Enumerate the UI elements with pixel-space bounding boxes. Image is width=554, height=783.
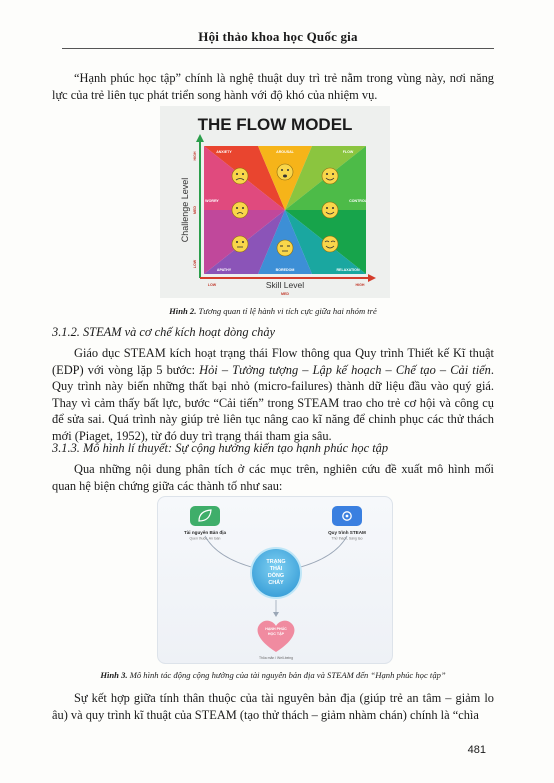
paragraph-model-intro: Qua những nội dung phân tích ở các mục trên, nghiên cứu đề xuất mô hình mối quan hệ biện chứng giữa các thành tố như sau: xyxy=(52,462,494,493)
x-tick-med: MED xyxy=(281,292,289,296)
learning-happiness-line-1: HẠNH PHÚC xyxy=(265,627,287,631)
zone-label-relaxation: RELAXATION xyxy=(336,268,360,272)
figure-resonance-model xyxy=(157,496,393,664)
figure-3-caption-label: Hình 3. xyxy=(100,670,128,680)
face-boredom-icon xyxy=(277,240,293,256)
node-flow-state xyxy=(251,548,301,598)
y-tick-high: HIGH xyxy=(193,151,197,161)
learning-happiness-line-2: HỌC TẬP xyxy=(267,632,285,636)
face-relaxation-icon xyxy=(322,236,338,252)
zone-label-control: CONTROL xyxy=(349,199,367,203)
y-tick-low: LOW xyxy=(193,259,197,269)
figure-2-caption-label: Hình 2. xyxy=(169,306,197,316)
figure-3-caption xyxy=(52,670,494,680)
flow-model-title: THE FLOW MODEL xyxy=(197,115,353,134)
learning-happiness-subtitle: Thỏa mãn / Well-being xyxy=(258,656,294,660)
zone-label-worry: WORRY xyxy=(205,199,219,203)
paragraph-steam-edp xyxy=(52,345,494,445)
zone-label-arousal: AROUSAL xyxy=(276,150,294,154)
x-axis-label: Skill Level xyxy=(265,280,305,290)
x-tick-high: HIGH xyxy=(355,283,365,287)
face-control-icon xyxy=(322,202,338,218)
header-rule xyxy=(62,48,494,49)
section-heading-3-1-2: 3.1.2. STEAM và cơ chế kích hoạt dòng chảy xyxy=(52,325,276,339)
paragraph-conclusion: Sự kết hợp giữa tính thân thuộc của tài nguyên bản địa (giúp trẻ an tâm – giảm lo âu) và quy trình kĩ thuật của STEAM (tạo thử thách – giảm nhàm chán) chính là “chìa xyxy=(52,691,494,722)
edp-text-start: Giáo dục STEAM kích hoạt trạng thái Flow thông qua Quy trình Thiết kế Kĩ thuật (EDP) với vòng lặp 5 bước: xyxy=(52,346,494,377)
y-axis-label: Challenge Level xyxy=(180,177,190,243)
face-arousal-icon xyxy=(277,164,293,180)
figure-flow-model xyxy=(160,106,390,298)
flow-model-diagram xyxy=(160,106,390,298)
steam-process-title: Quy trình STEAM xyxy=(328,530,366,535)
resonance-model-diagram xyxy=(157,496,393,664)
zone-label-flow: FLOW xyxy=(342,150,354,154)
edp-text-end: . Quy trình này biến những thất bại nhỏ (micro-failures) thành dữ liệu đầu vào quý giá. Thay vì cảm thấy bất lực, bước “Cải tiến” trong STEAM trao cho trẻ cơ hội và công cụ để sửa sai. Quá trình này giúp trẻ liên tục nâng cao kĩ năng để chinh phục các thử thách mới (Piaget, 1952), từ đó duy trì trạng thái tham gia sâu. xyxy=(52,362,494,443)
figure-3-caption-text: Mô hình tác động cộng hưởng của tài nguyên bản địa và STEAM đến “Hạnh phúc học tập” xyxy=(129,670,446,680)
section-heading-3-1-3: 3.1.3. Mô hình lí thuyết: Sự cộng hưởng kiến tạo hạnh phúc học tập xyxy=(52,441,389,455)
face-apathy-icon xyxy=(232,236,248,252)
y-tick-med: MED xyxy=(193,206,197,214)
local-resources-subtitle: Quen thuộc, An toàn xyxy=(189,536,221,541)
x-tick-low: LOW xyxy=(207,283,217,287)
edp-steps: Hỏi – Tưởng tượng – Lập kế hoạch – Chế tạo – Cải tiến xyxy=(199,362,491,377)
face-flow-icon xyxy=(322,168,338,184)
flow-state-line-2: THÁI xyxy=(269,566,283,572)
page-number: 481 xyxy=(467,744,486,756)
zone-label-boredom: BOREDOM xyxy=(275,268,295,272)
steam-process-subtitle: Thử thách, Sáng tạo xyxy=(331,536,363,541)
flow-state-line-3: DÒNG xyxy=(267,573,285,579)
paragraph-flow-zone: “Hạnh phúc học tập” chính là nghệ thuật duy trì trẻ nằm trong vùng này, nơi năng lực của trẻ liên tục phát triển song hành với độ khó của nhiệm vụ. xyxy=(52,71,494,102)
face-worry-icon xyxy=(232,202,248,218)
zone-label-anxiety: ANXIETY xyxy=(216,150,232,154)
local-resources-title: Tài nguyên Bản địa xyxy=(183,530,227,535)
flow-state-line-1: TRẠNG xyxy=(266,559,286,565)
figure-2-caption xyxy=(52,306,494,316)
face-anxiety-icon xyxy=(232,168,248,184)
flow-state-line-4: CHẢY xyxy=(268,580,284,586)
zone-label-apathy: APATHY xyxy=(216,268,232,272)
running-head: Hội thảo khoa học Quốc gia xyxy=(198,29,358,44)
figure-2-caption-text: Tương quan tỉ lệ hành vi tích cực giữa hai nhóm trẻ xyxy=(198,306,377,316)
leaf-icon-box xyxy=(190,506,220,526)
